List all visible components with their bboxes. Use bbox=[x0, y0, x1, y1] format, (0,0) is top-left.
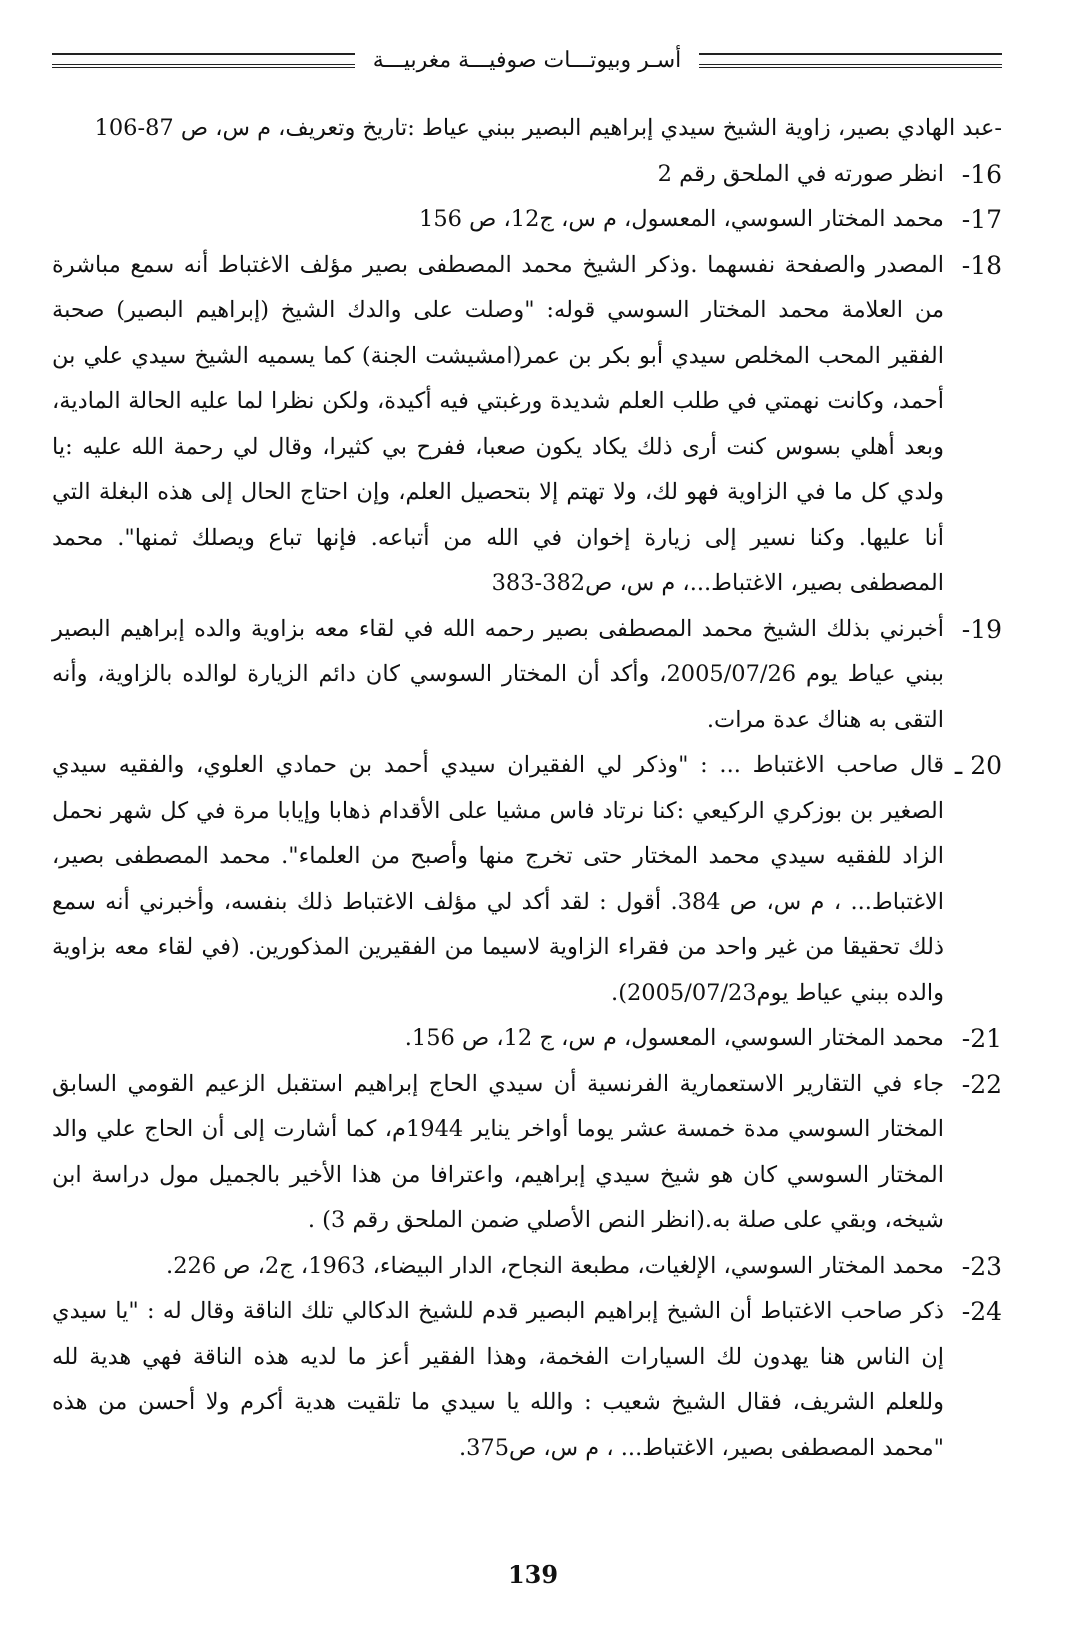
footnote-number: 17- bbox=[961, 205, 1002, 234]
running-header bbox=[52, 42, 1002, 78]
footnote-number: 23- bbox=[961, 1251, 1002, 1281]
footnote-number: 22- bbox=[961, 1069, 1002, 1099]
footnote-text: محمد المختار السوسي، المعسول، م س، ج12، ص 156 bbox=[419, 206, 944, 232]
footnote-text: انظر صورته في الملحق رقم 2 bbox=[657, 160, 944, 187]
footnote-number: 20 ـ bbox=[954, 751, 1002, 780]
footnote-text: محمد المختار السوسي، المعسول، م س، ج 12، ص 156. bbox=[404, 1025, 944, 1051]
footnote-number: 18- bbox=[961, 250, 1002, 280]
footnote-text: محمد المختار السوسي، الإلغيات، مطبعة النجاح، الدار البيضاء، 1963، ج2، ص 226. bbox=[166, 1252, 944, 1279]
footnote-18 bbox=[52, 243, 1002, 607]
footnote-20 bbox=[52, 743, 1002, 1016]
footnote-text: أخبرني بذلك الشيخ محمد المصطفى بصير رحمه الله في لقاء معه بزاوية والده إبراهيم البصير ببني عياط يوم 2005/07/26، وأكد أن المختار السوسي كان دائم الزيارة لوالده بالزاوية، وأنه التقى به هناك عدة مرات. bbox=[52, 615, 944, 733]
footnote-24 bbox=[52, 1289, 1002, 1471]
footnote-number: 21- bbox=[961, 1024, 1002, 1053]
footnote-22 bbox=[52, 1062, 1002, 1244]
footnote-continuation bbox=[52, 106, 1002, 152]
footnote-21 bbox=[52, 1016, 1002, 1062]
header-title: أسـر وبيوتـــات صوفيـــة مغربيـــة bbox=[372, 47, 682, 73]
page-number: 139 bbox=[507, 1560, 559, 1589]
footnotes-list bbox=[52, 106, 1002, 1471]
footnote-text: قال صاحب الاغتباط ... : "وذكر لي الفقيران سيدي أحمد بن حمادي العلوي، والفقيه سيدي الصغير بن بوزكري الركيعي :كنا نرتاد فاس مشيا على الأقدام ذهابا وإيابا مرة في كل شهر نحمل الزاد للفقيه سيدي محمد المختار حتى تخرج منها وأصبح من العلماء". محمد المصطفى بصير، الاغتباط... ، م س، ص 384. أقول : لقد أكد لي مؤلف الاغتباط ذلك بنفسه، وأخبرني أنه سمع ذلك تحقيقا من غير واحد من فقراء الزاوية لاسيما من الفقيرين المذكورين. (في لقاء معه بزاوية والده ببني عياط يوم2005/07/23). bbox=[52, 752, 944, 1006]
footnote-19 bbox=[52, 607, 1002, 744]
footnote-number: 16- bbox=[961, 159, 1002, 189]
footnote-17 bbox=[52, 197, 1002, 243]
footnote-text: جاء في التقارير الاستعمارية الفرنسية أن سيدي الحاج إبراهيم استقبل الزعيم القومي السابق المختار السوسي مدة خمسة عشر يوما أواخر يناير 1944م، كما أشارت إلى أن الحاج علي والد المختار السوسي كان هو شيخ سيدي إبراهيم، واعترافا من هذا الأخير بالجميل مول دراسة ابن شيخه، وبقي على صلة به.(انظر النص الأصلي ضمن الملحق رقم 3) . bbox=[52, 1070, 944, 1233]
header-rule-left bbox=[52, 53, 355, 68]
footnote-text: المصدر والصفحة نفسهما .وذكر الشيخ محمد المصطفى بصير مؤلف الاغتباط أنه سمع مباشرة من العلامة محمد المختار السوسي قوله: "وصلت على والدك الشيخ (إبراهيم البصير) صحبة الفقير المحب المخلص سيدي أبو بكر بن عمر(امشيشت الجنة) كما يسميه الشيخ سيدي علي بن أحمد، وكانت نهمتي في طلب العلم شديدة ورغبتي فيه أكيدة، ولكن نظرا لما عليه الحالة المادية، وبعد أهلي بسوس كنت أرى ذلك يكاد يكون صعبا، ففرح بي كثيرا، وقال لي رحمة الله عليه :يا ولدي كل ما في الزاوية فهو لك، ولا تهتم إلا بتحصيل العلم، وإن احتاج الحال إلى هذه البغلة التي أنا عليها. وكنا نسير إلى زيارة إخوان في الله من أتباعه. فإنها تباع ويصلك ثمنها". محمد المصطفى بصير، الاغتباط...، م س، ص382-383 bbox=[52, 251, 944, 596]
footnote-number: 24- bbox=[961, 1297, 1002, 1326]
footnote-text: ذكر صاحب الاغتباط أن الشيخ إبراهيم البصير قدم للشيخ الدكالي تلك الناقة وقال له : "يا سيدي إن الناس هنا يهدون لك السيارات الفخمة، وهذا الفقير أعز ما لديه هذه الناقة فهي هدية لله وللعلم الشريف، فقال الشيخ شعيب : والله يا سيدي ما تلقيت هدية أكرم ولا أحسن من هذه "محمد المصطفى بصير، الاغتباط... ، م س، ص375. bbox=[52, 1298, 944, 1461]
footnote-16 bbox=[52, 152, 1002, 198]
footnote-text: -عبد الهادي بصير، زاوية الشيخ سيدي إبراهيم البصير ببني عياط :تاريخ وتعريف، م س، ص 87-106 bbox=[94, 115, 1002, 141]
footnote-23 bbox=[52, 1244, 1002, 1290]
footnote-number: 19- bbox=[961, 614, 1002, 644]
header-rule-right bbox=[699, 53, 1002, 68]
